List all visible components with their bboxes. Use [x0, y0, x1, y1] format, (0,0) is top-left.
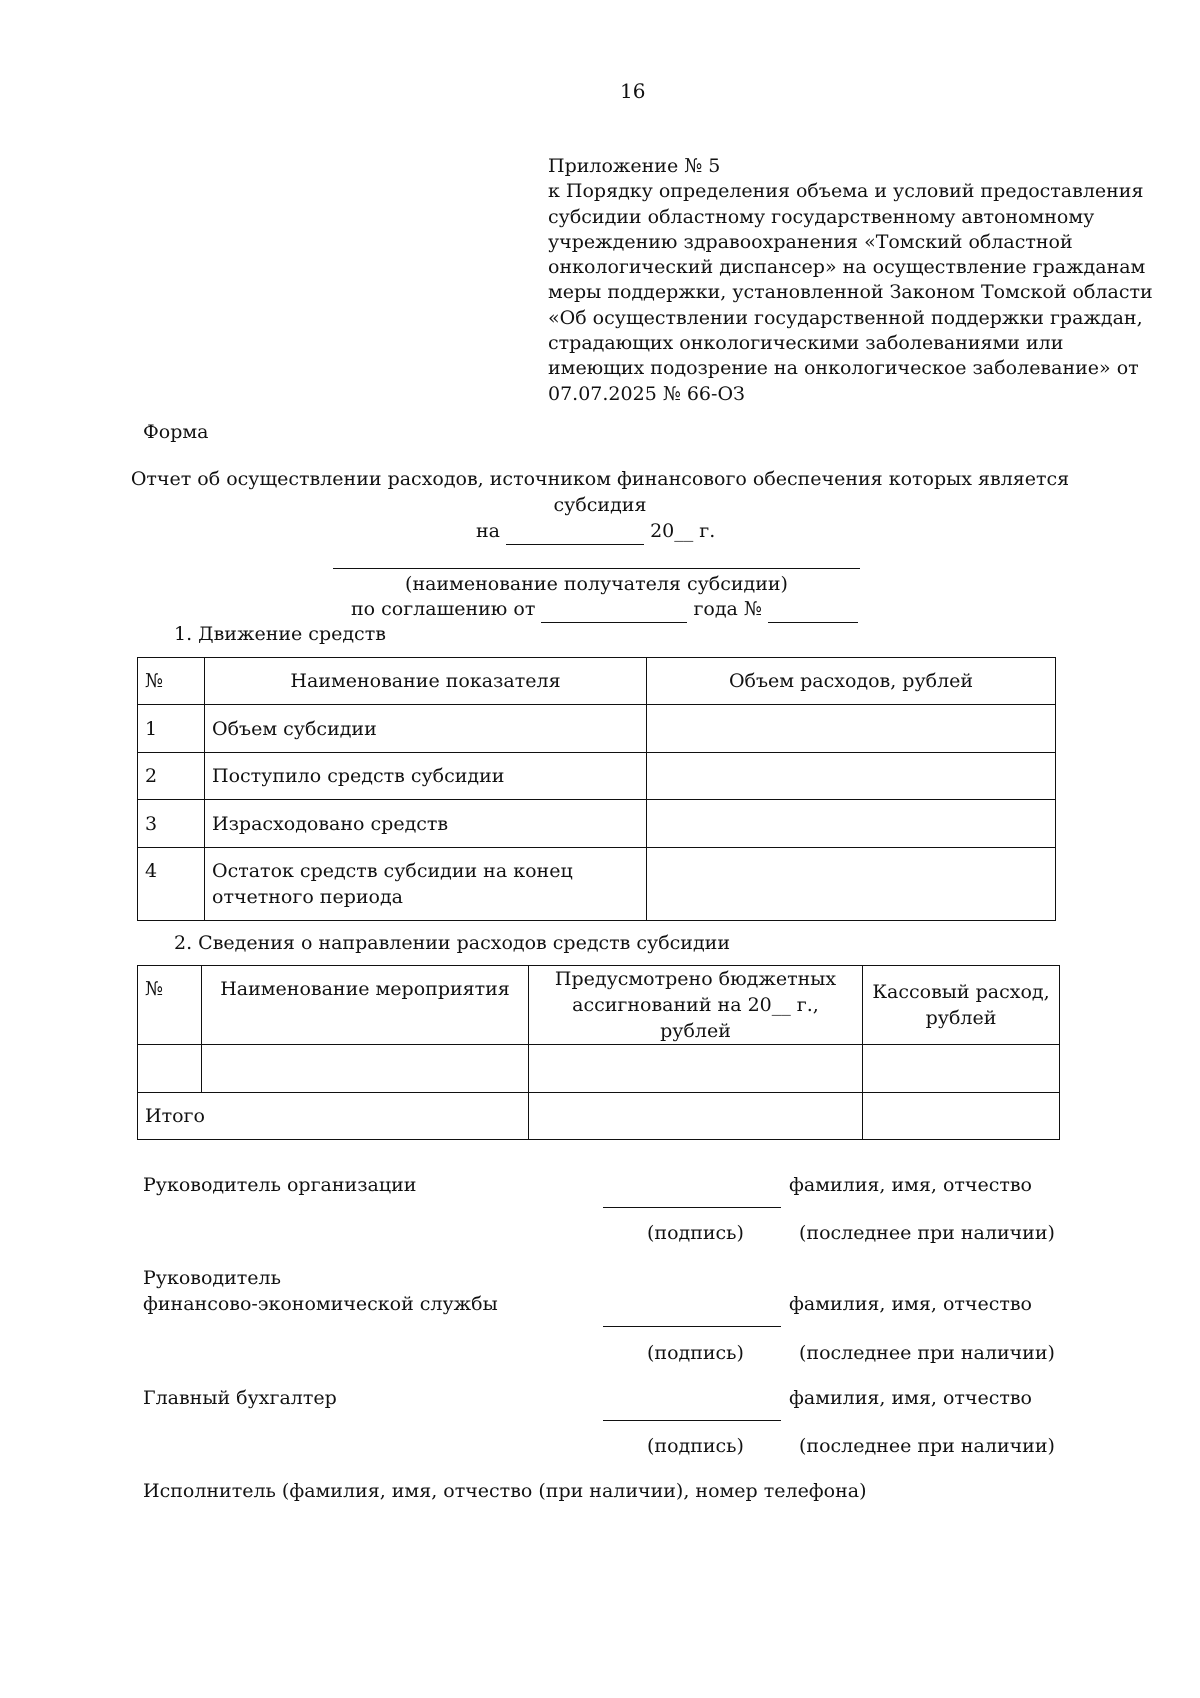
header-num: №: [138, 658, 205, 705]
header-num: №: [138, 966, 202, 1045]
appendix-line: к Порядку определения объема и условий предоставления: [548, 180, 1144, 203]
agreement-middle: года №: [693, 598, 762, 620]
signature-line[interactable]: [603, 1420, 781, 1421]
row-value[interactable]: [647, 753, 1056, 800]
report-date-year: 20__ г.: [650, 520, 716, 542]
row-num: 1: [138, 705, 205, 753]
appendix-line: имеющих подозрение на онкологическое заболевание» от: [548, 357, 1139, 380]
row-num: 4: [138, 848, 205, 921]
header-cash-line: Кассовый расход,: [872, 981, 1050, 1003]
report-date-prefix: на: [476, 520, 500, 542]
row-num: 3: [138, 800, 205, 848]
executor-line: Исполнитель (фамилия, имя, отчество (при наличии), номер телефона): [143, 1480, 867, 1502]
table-row: [138, 753, 1056, 800]
appendix-line: страдающих онкологическими заболеваниями или: [548, 332, 1064, 355]
report-date: [476, 519, 715, 545]
row-name: Израсходовано средств: [205, 800, 647, 848]
row-name-line: Остаток средств субсидии на конец: [212, 860, 573, 882]
expense-directions-table: [137, 965, 1060, 1140]
signatory-fio: фамилия, имя, отчество: [789, 1387, 1032, 1409]
report-title-line2: субсидия: [553, 494, 647, 516]
form-label: Форма: [143, 421, 209, 443]
signatory-title: финансово-экономической службы: [143, 1293, 498, 1315]
appendix-line: «Об осуществлении государственной поддержки граждан,: [548, 306, 1143, 329]
recipient-caption: (наименование получателя субсидии): [405, 573, 788, 595]
cell-num[interactable]: [138, 1045, 202, 1093]
report-date-blank[interactable]: [506, 519, 644, 545]
header-activity: Наименование мероприятия: [202, 966, 529, 1045]
appendix-line: онкологический диспансер» на осуществление гражданам: [548, 256, 1146, 279]
row-value[interactable]: [647, 705, 1056, 753]
appendix-block: [548, 154, 1168, 407]
agreement-number-blank[interactable]: [768, 597, 858, 623]
row-value[interactable]: [647, 848, 1056, 921]
report-title-line1: Отчет об осуществлении расходов, источником финансового обеспечения которых является: [130, 468, 1070, 490]
appendix-line: субсидии областному государственному автономному: [548, 205, 1095, 228]
agreement-line: [351, 597, 858, 623]
signature-line[interactable]: [603, 1326, 781, 1327]
header-cash: [863, 966, 1060, 1045]
header-planned: [529, 966, 863, 1045]
cell-activity[interactable]: [202, 1045, 529, 1093]
section1-title: 1. Движение средств: [174, 623, 386, 645]
row-name-line: отчетного периода: [212, 886, 404, 908]
section2-title: 2. Сведения о направлении расходов средств субсидии: [174, 932, 730, 954]
appendix-line: Приложение № 5: [548, 155, 721, 177]
last-name-caption: (последнее при наличии): [799, 1342, 1055, 1364]
table-row: [138, 705, 1056, 753]
signature-caption: (подпись): [647, 1435, 744, 1457]
agreement-prefix: по соглашению от: [351, 598, 536, 620]
table-header-row: [138, 966, 1060, 1045]
table-row: [138, 848, 1056, 921]
cell-cash[interactable]: [863, 1045, 1060, 1093]
header-planned-line: ассигнований на 20__ г., рублей: [572, 994, 819, 1042]
appendix-line: меры поддержки, установленной Законом Томской области: [548, 281, 1153, 304]
signatory-fio: фамилия, имя, отчество: [789, 1293, 1032, 1315]
header-amount: Объем расходов, рублей: [647, 658, 1056, 705]
signatory-title: Главный бухгалтер: [143, 1387, 337, 1409]
total-planned[interactable]: [529, 1093, 863, 1140]
funds-movement-table: [137, 657, 1056, 921]
header-indicator: Наименование показателя: [205, 658, 647, 705]
row-name: [205, 848, 647, 921]
appendix-line: 07.07.2025 № 66-ОЗ: [548, 382, 745, 405]
header-planned-line: Предусмотрено бюджетных: [554, 968, 837, 990]
header-cash-line: рублей: [925, 1007, 997, 1029]
cell-planned[interactable]: [529, 1045, 863, 1093]
row-name: Объем субсидии: [205, 705, 647, 753]
table-row: [138, 1045, 1060, 1093]
signatory-title: Руководитель организации: [143, 1174, 417, 1196]
row-value[interactable]: [647, 800, 1056, 848]
last-name-caption: (последнее при наличии): [799, 1435, 1055, 1457]
signature-line[interactable]: [603, 1207, 781, 1208]
agreement-date-blank[interactable]: [541, 597, 687, 623]
row-name: Поступило средств субсидии: [205, 753, 647, 800]
signature-caption: (подпись): [647, 1222, 744, 1244]
table-header-row: [138, 658, 1056, 705]
signatory-title: Руководитель: [143, 1267, 281, 1289]
signatory-fio: фамилия, имя, отчество: [789, 1174, 1032, 1196]
page-number: 16: [620, 79, 646, 103]
row-num: 2: [138, 753, 205, 800]
total-cash[interactable]: [863, 1093, 1060, 1140]
signature-caption: (подпись): [647, 1342, 744, 1364]
table-total-row: [138, 1093, 1060, 1140]
total-label: Итого: [138, 1093, 529, 1140]
recipient-name-line[interactable]: [333, 568, 860, 569]
table-row: [138, 800, 1056, 848]
appendix-line: учреждению здравоохранения «Томский областной: [548, 230, 1073, 253]
last-name-caption: (последнее при наличии): [799, 1222, 1055, 1244]
